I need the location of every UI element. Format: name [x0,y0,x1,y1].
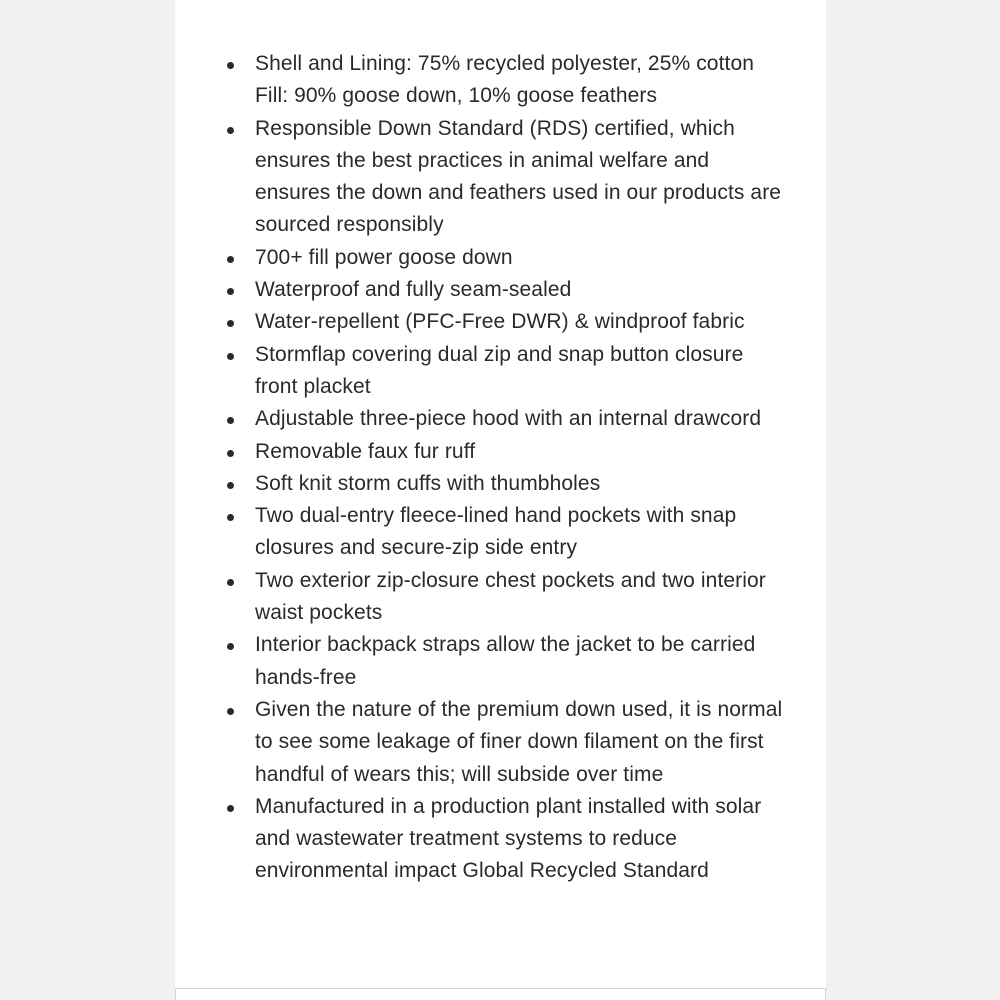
feature-item [255,242,785,274]
feature-text: Given the nature of the premium down used, it is normal to see some leakage of finer down filament on the first handful of wears this; will subside over time [255,697,783,786]
feature-item [255,339,785,404]
feature-item [255,694,785,791]
feature-item [255,500,785,565]
feature-item [255,274,785,306]
feature-text: Two exterior zip-closure chest pockets and two interior waist pockets [255,568,766,625]
feature-item [255,436,785,468]
feature-text: 700+ fill power goose down [255,245,513,269]
feature-text: Water-repellent (PFC-Free DWR) & windproof fabric [255,310,745,334]
feature-list [255,48,785,888]
feature-text: Interior backpack straps allow the jacket to be carried hands-free [255,633,756,689]
feature-item [255,306,785,338]
feature-text: Shell and Lining: 75% recycled polyester, 25% cotton Fill: 90% goose down, 10% goose feathers [255,52,755,108]
bullet-icon [227,127,234,134]
bullet-icon [227,579,234,586]
bullet-icon [227,805,234,812]
feature-item [255,113,785,242]
feature-item [255,565,785,630]
feature-item [255,468,785,500]
feature-text: Waterproof and fully seam-sealed [255,278,572,302]
feature-text: Two dual-entry fleece-lined hand pockets with snap closures and secure-zip side entry [255,504,737,560]
feature-text: Adjustable three-piece hood with an internal drawcord [255,407,762,431]
bullet-icon [227,450,234,457]
feature-item [255,791,785,888]
feature-text: Stormflap covering dual zip and snap button closure front placket [255,342,744,398]
feature-text: Responsible Down Standard (RDS) certified, which ensures the best practices in animal welfare and ensures the down and feathers used in our products are sourced responsibly [255,116,782,237]
bullet-icon [227,482,234,489]
feature-item [255,403,785,435]
feature-item [255,629,785,694]
bullet-icon [227,708,234,715]
bullet-icon [227,62,234,69]
bullet-icon [227,353,234,360]
feature-text: Removable faux fur ruff [255,439,476,463]
next-card-edge [175,988,826,1000]
feature-item [255,48,785,113]
bullet-icon [227,256,234,263]
feature-text: Manufactured in a production plant installed with solar and wastewater treatment systems to reduce environmental impact Global Recycled Standard [255,794,762,883]
feature-text: Soft knit storm cuffs with thumbholes [255,471,601,495]
